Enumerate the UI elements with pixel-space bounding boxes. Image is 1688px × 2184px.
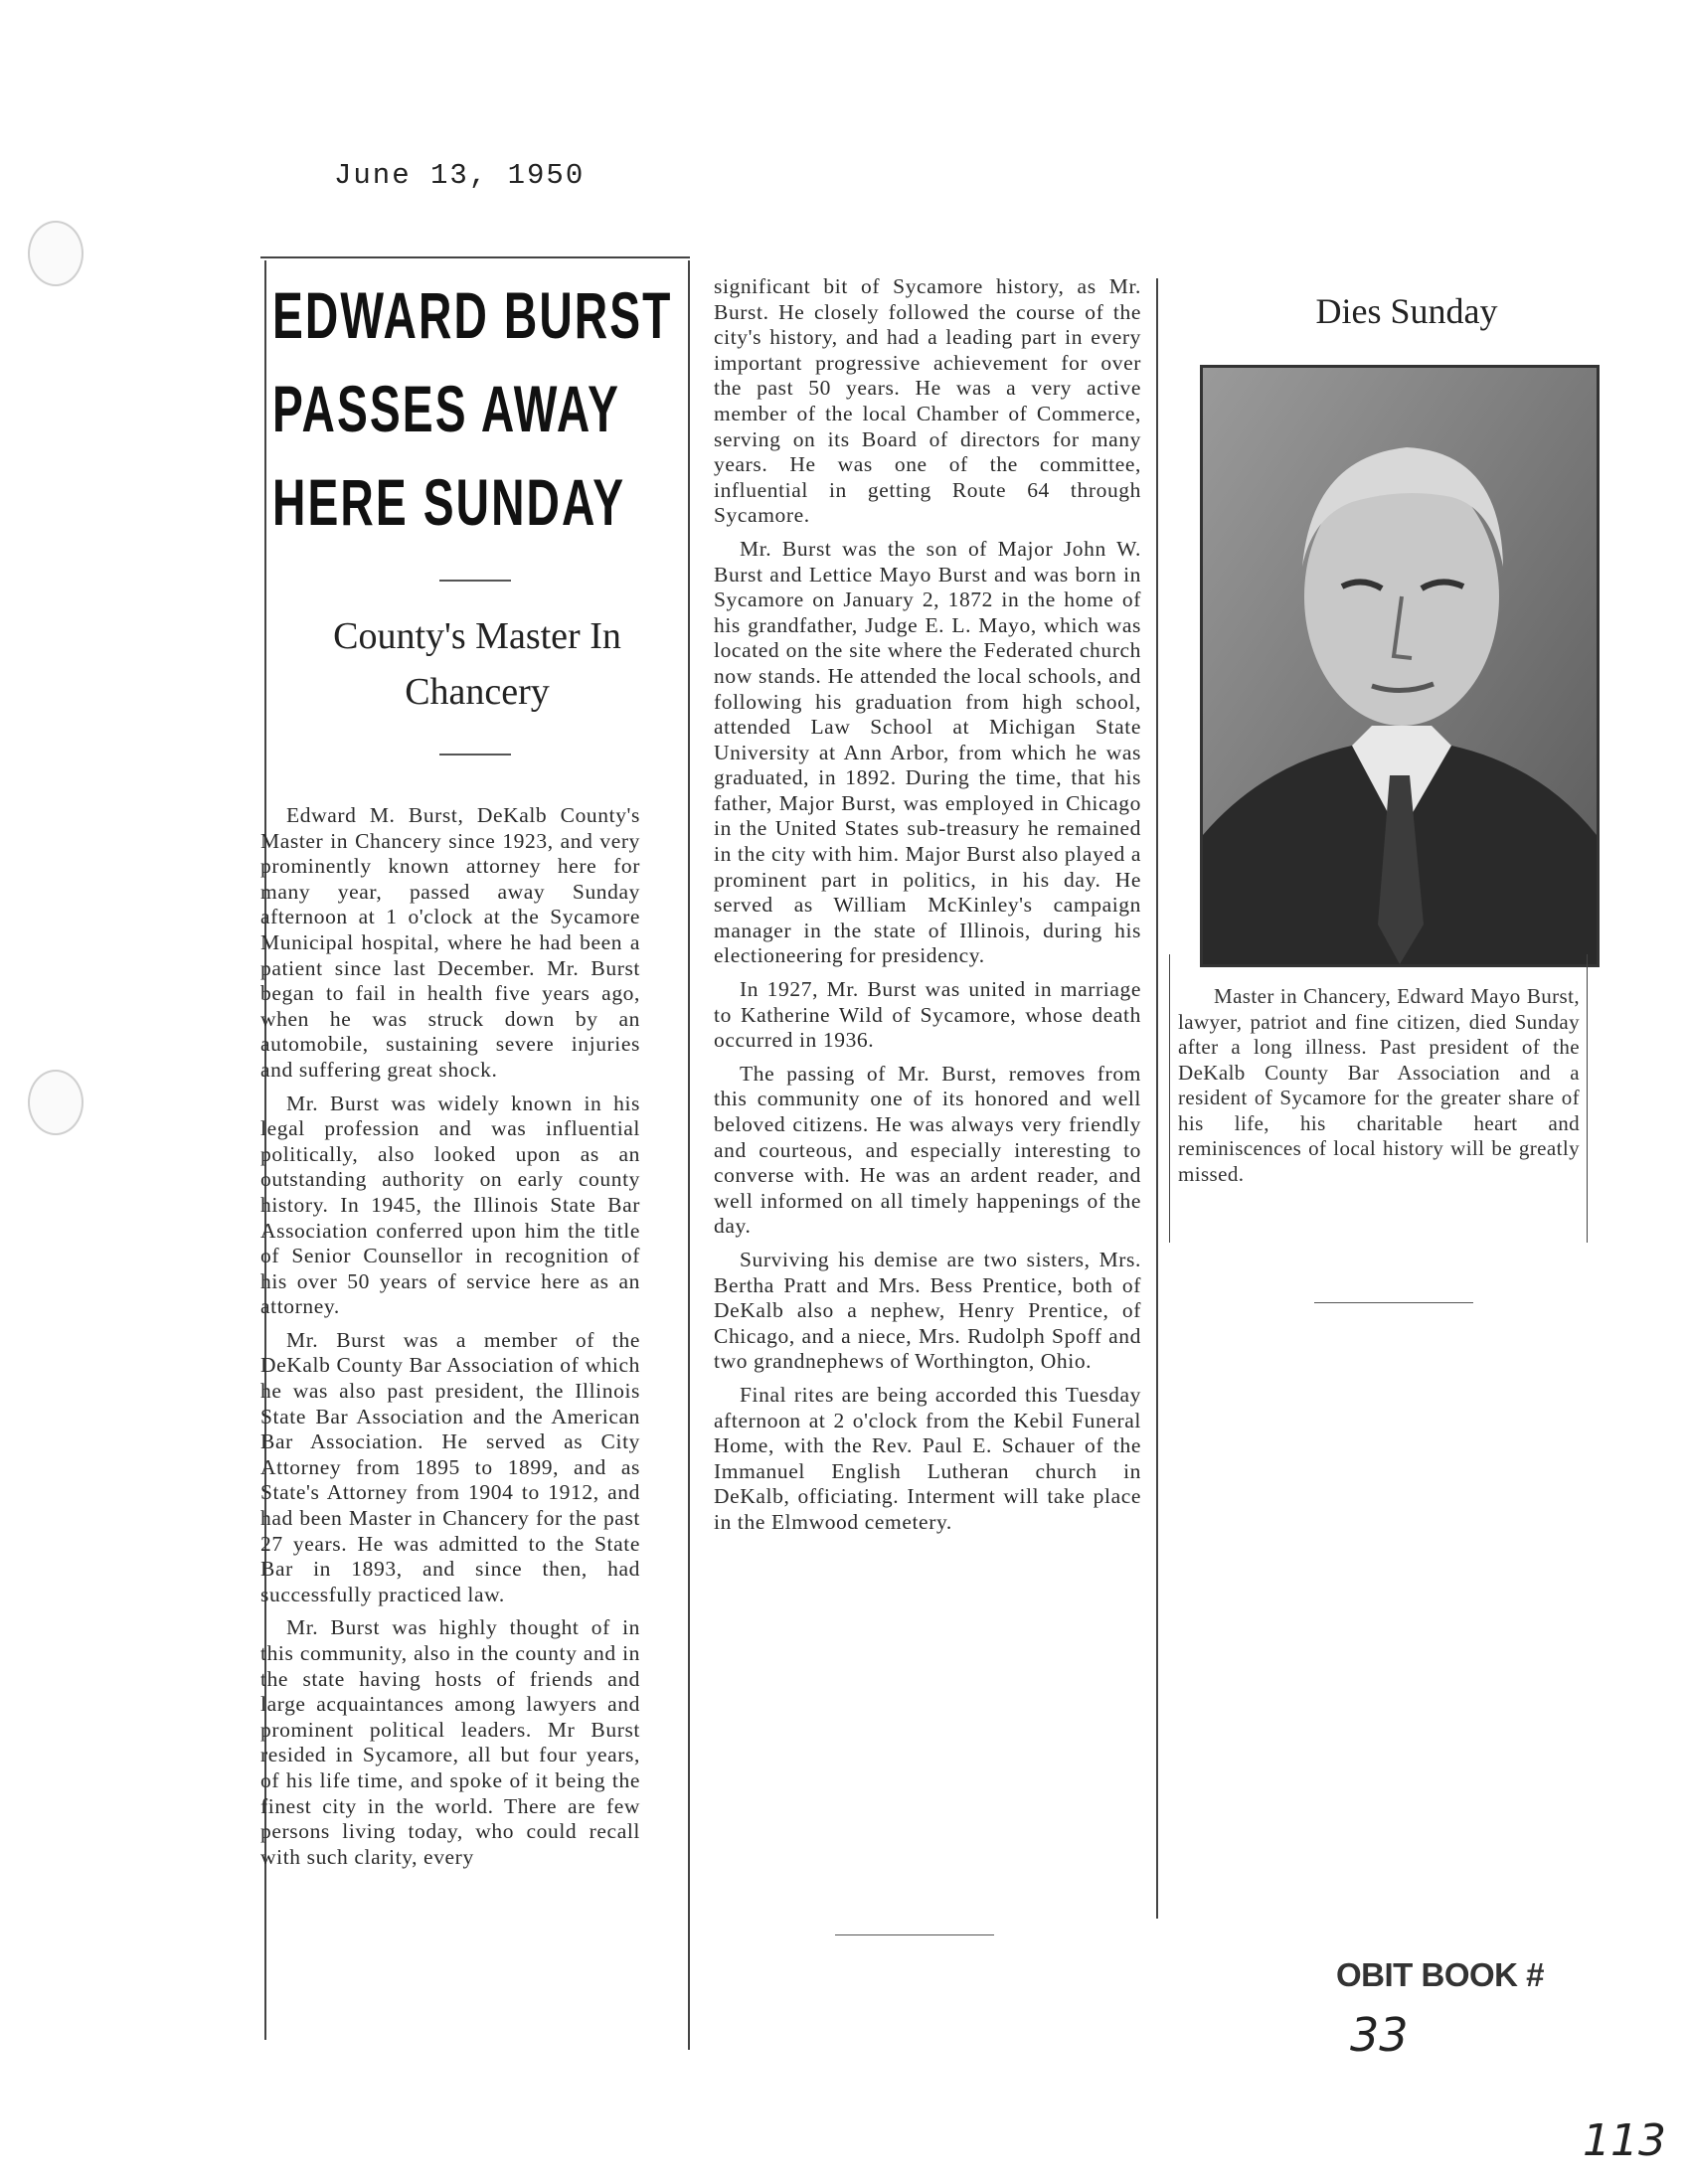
end-rule: [1314, 1302, 1473, 1303]
photo-caption: [1178, 984, 1580, 1187]
article-column-1: [260, 803, 640, 1878]
divider: [439, 580, 511, 582]
column-divider: [1156, 278, 1158, 1919]
headline: [272, 268, 760, 549]
subhead-line: County's Master In: [333, 615, 621, 657]
column-divider: [1587, 954, 1588, 1243]
paragraph: Final rites are being accorded this Tuesday afternoon at 2 o'clock from the Kebil Funeral Home, with the Rev. Paul E. Schauer of the Immanuel English Lutheran church in DeKalb, officiating. Interment will take place in the Elmwood cemetery.: [714, 1382, 1141, 1534]
headline-top-rule: [260, 256, 690, 258]
paragraph: Surviving his demise are two sisters, Mrs. Bertha Pratt and Mrs. Bess Prentice, both of DeKalb also a nephew, Henry Prentice, of Chicago, and a niece, Mrs. Rudolph Spoff and two grandnephews of Worthington, Ohio.: [714, 1247, 1141, 1374]
end-rule: [835, 1934, 994, 1935]
column-divider: [1169, 954, 1170, 1243]
subheadline: [268, 608, 686, 720]
page-number: 113: [1583, 2115, 1666, 2166]
headline-line: PASSES AWAY: [272, 372, 621, 445]
clipping-date: June 13, 1950: [334, 159, 586, 192]
portrait-image: [1203, 368, 1597, 964]
paragraph: Mr. Burst was the son of Major John W. Burst and Lettice Mayo Burst and was born in Sycamore on January 2, 1872 in the home of his grandfather, Judge E. L. Mayo, which was located on the site where the Federated church now stands. He attended the local schools, and following his graduation from high school, attended Law School at Michigan State University at Ann Arbor, from which he was graduated, in 1892. During the time, that his father, Major Burst, was employed in Chicago in the United States sub-treasury he remained in the city with him. Major Burst also played a prominent part in politics, in his day. He served as William McKinley's campaign manager in the state of Illinois, during his electioneering for presidency.: [714, 536, 1141, 968]
paragraph: significant bit of Sycamore history, as Mr. Burst. He closely followed the course of the city's history, and had a leading part in every important progressive achievement for over the past 50 years. He was a very active member of the local Chamber of Commerce, serving on its Board of directors for many years. He was one of the committee, influential in getting Route 64 through Sycamore.: [714, 274, 1141, 528]
portrait-photo: [1200, 365, 1600, 967]
article-column-2: [714, 274, 1141, 1544]
paragraph: In 1927, Mr. Burst was united in marriage to Katherine Wild of Sycamore, whose death occurred in 1936.: [714, 977, 1141, 1053]
punch-hole: [28, 1070, 84, 1135]
subhead-line: Chancery: [405, 671, 550, 713]
paragraph: Mr. Burst was widely known in his legal profession and was influential politically, also looked upon as an outstanding authority on early county history. In 1945, the Illinois State Bar Association conferred upon him the title of Senior Counsellor in recognition of his over 50 years of service here as an attorney.: [260, 1091, 640, 1319]
paragraph: Mr. Burst was highly thought of in this community, also in the county and in the state having hosts of friends and large acquaintances among lawyers and prominent political leaders. Mr Burst resided in Sycamore, all but four years, of his life time, and spoke of it being the finest city in the world. There are few persons living today, who could recall with such clarity, every: [260, 1615, 640, 1869]
punch-hole: [28, 221, 84, 286]
divider: [439, 754, 511, 756]
sidebar-title: Dies Sunday: [1315, 291, 1498, 331]
obit-book-label: OBIT BOOK #: [1336, 1956, 1545, 1993]
paragraph: Mr. Burst was a member of the DeKalb County Bar Association of which he was also past president, the Illinois State Bar Association and the American Bar Association. He served as City Attorney from 1895 to 1899, and as State's Attorney from 1904 to 1912, and had been Master in Chancery for the past 27 years. He was admitted to the State Bar in 1893, and since then, had successfully practiced law.: [260, 1327, 640, 1606]
paragraph: The passing of Mr. Burst, removes from this community one of its honored and well beloved citizens. He was always very friendly and courteous, and especially interesting to converse with. He was an ardent reader, and well informed on all timely happenings of the day.: [714, 1061, 1141, 1239]
headline-line: HERE SUNDAY: [272, 465, 626, 539]
caption-text: Master in Chancery, Edward Mayo Burst, lawyer, patriot and fine citizen, died Sunday after a long illness. Past president of the DeKalb County Bar Association and a resident of Sycamore for the greater share of his life, his charitable heart and reminiscences of local history will be greatly missed.: [1178, 984, 1580, 1186]
paragraph: Edward M. Burst, DeKalb County's Master in Chancery since 1923, and very prominently known attorney here for many year, passed away Sunday afternoon at 1 o'clock at the Sycamore Municipal hospital, where he had been a patient since last December. Mr. Burst began to fail in health five years ago, when he was struck down by an automobile, sustaining severe injuries and suffering great shock.: [260, 803, 640, 1082]
headline-line: EDWARD BURST: [272, 278, 673, 352]
obit-book-number: 33: [1350, 2008, 1409, 2062]
